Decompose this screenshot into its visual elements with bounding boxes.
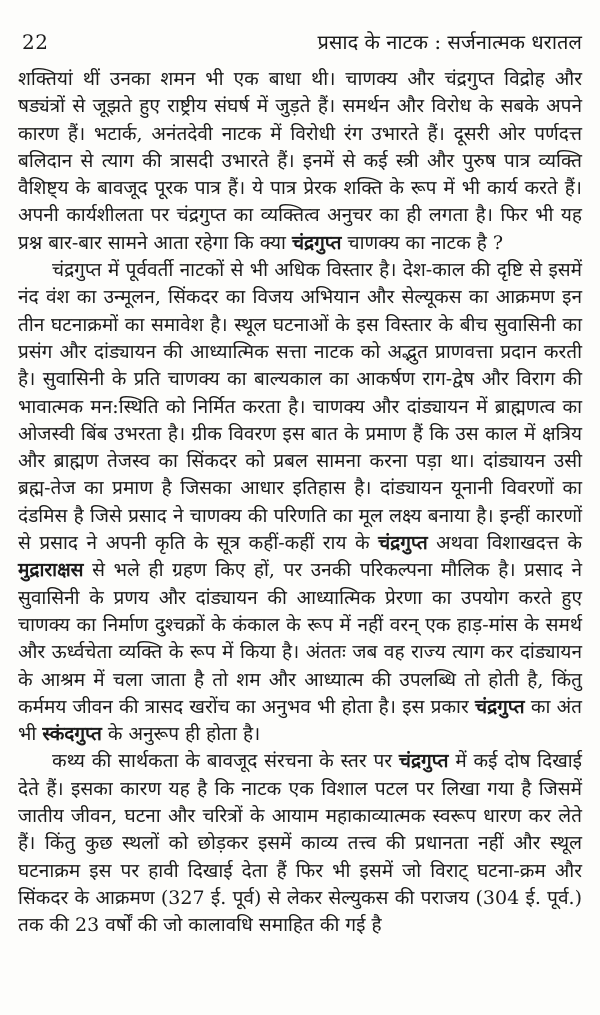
emphasized-term: मुद्राराक्षस xyxy=(18,559,84,582)
page-number: 22 xyxy=(22,30,49,54)
text-segment: में कई दोष दिखाई देते हैं। इसका कारण यह है कि नाटक एक विशाल पटल पर लिखा गया है जिसमें जातीय जीवन, घटना और चरित्रों के आयाम महाकाव्यात्मक स्वरूप धारण कर लेते हैं। किंतु कुछ स्थलों को छोड़कर इसमें काव्य तत्त्व की प्रधानता नहीं और स्थूल घटनाक्रम इस पर हावी दिखाई देता हैं फिर भी इसमें जो विराट् घटना-क्रम और सिंकदर के आक्रमण (327 ई. पूर्व) से लेकर सेल्युकस की पराजय (304 ई. पूर्व.) तक की 23 वर्षों की जो कालावधि समाहित की गई है xyxy=(18,750,582,937)
text-segment: के अनुरूप ही होता है। xyxy=(101,723,261,746)
text-body xyxy=(18,66,582,940)
text-segment: अथवा विशाखदत्त के xyxy=(427,532,582,555)
emphasized-term: चंद्रगुप्त xyxy=(398,750,449,773)
paragraph xyxy=(18,66,582,257)
emphasized-term: चंद्रगुप्त xyxy=(378,532,428,555)
text-segment: का अंत भी xyxy=(18,695,582,746)
text-segment: से भले ही ग्रहण किए हों, पर उनकी परिकल्पना मौलिक है। प्रसाद ने सुवासिनी के प्रणय और दांड्यायन की आध्यात्मिक प्रेरणा का उपयोग करते हुए चाणक्य का निर्माण दुश्चक्रों के कंकाल के रूप में नहीं वरन् एक हाड़-मांस के समर्थ और ऊर्ध्वचेता व्यक्ति के रूप में किया है। अंततः जब वह राज्य त्याग कर दांड्यायन के आश्रम में चला जाता है तो शम और आध्यात्म की उपलब्धि तो होती है, किंतु कर्ममय जीवन की त्रासद खरोंच का अनुभव भी होता है। इस प्रकार xyxy=(18,559,582,718)
text-segment: चाणक्य का नाटक है ? xyxy=(341,231,504,254)
text-segment: शक्तियां थीं उनका शमन भी एक बाधा थी। चाणक्य और चंद्रगुप्त विद्रोह और षड्यंत्रों से जूझते हुए राष्ट्रीय संघर्ष में जुड़ते हैं। समर्थन और विरोध के सबके अपने कारण हैं। भटार्क, अनंतदेवी नाटक में विरोधी रंग उभारते हैं। दूसरी ओर पर्णदत्त बलिदान से त्याग की त्रासदी उभारते हैं। इनमें से कई स्त्री और पुरुष पात्र व्यक्ति वैशिष्ट्य के बावजूद पूरक पात्र हैं। ये पात्र प्रेरक शक्ति के रूप में भी कार्य करते हैं। अपनी कार्यशीलता पर चंद्रगुप्त का व्यक्तित्व अनुचर का ही लगता है। फिर भी यह प्रश्न बार-बार सामने आता रहेगा कि क्या xyxy=(18,68,582,254)
text-segment: चंद्रगुप्त में पूर्ववर्ती नाटकों से भी अधिक विस्तार है। देश-काल की दृष्टि से इसमें नंद वंश का उन्मूलन, सिंकदर का विजय अभियान और सेल्यूकस का आक्रमण इन तीन घटनाक्रमों का समावेश है। स्थूल घटनाओं के इस विस्तार के बीच सुवासिनी का प्रसंग और दांड्यायन की आध्यात्मिक सत्ता नाटक को अद्भुत प्राणवत्ता प्रदान करती है। सुवासिनी के प्रति चाणक्य का बाल्यकाल का आकर्षण राग-द्वेष और विराग की भावात्मक मन:स्थिति को निर्मित करता है। चाणक्य और दांड्यायन में ब्राह्मणत्व का ओजस्वी बिंब उभरता है। ग्रीक विवरण इस बात के प्रमाण हैं कि उस काल में क्षत्रिय और ब्राह्मण तेजस्व का सिंकदर को प्रबल सामना करना पड़ा था। दांड्यायन उसी ब्रह्म-तेज का प्रमाण है जिसका आधार इतिहास है। दांड्यायन यूनानी विवरणों का दंडमिस है जिसे प्रसाद ने चाणक्य की परिणति का मूल लक्ष्य बनाया है। इन्हीं कारणों से प्रसाद ने अपनी कृति के सूत्र कहीं-कहीं राय के xyxy=(18,259,582,555)
page-header xyxy=(18,30,582,54)
text-segment: कथ्य की सार्थकता के बावजूद संरचना के स्तर पर xyxy=(52,750,399,773)
emphasized-term: चंद्रगुप्त xyxy=(475,695,525,718)
paragraph xyxy=(18,748,582,939)
paragraph xyxy=(18,257,582,748)
emphasized-term: चंद्रगुप्त xyxy=(291,231,342,254)
emphasized-term: स्कंदगुप्त xyxy=(42,723,102,746)
running-title: प्रसाद के नाटक : सर्जनात्मक धरातल xyxy=(317,30,582,54)
